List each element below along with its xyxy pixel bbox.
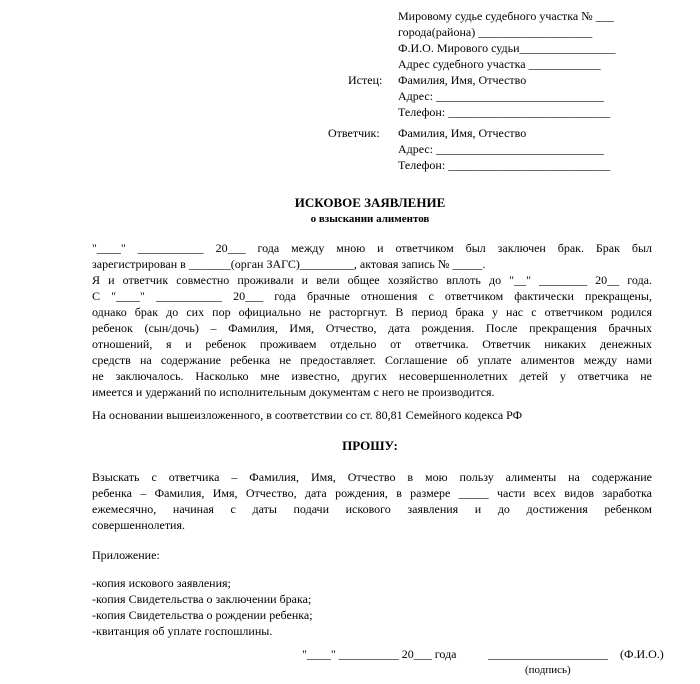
body-line: "____" ___________ 20___ года между мною и ответчиком был заключен брак. Брак был [92, 241, 652, 255]
body-line: ребенок (сын/дочь) – Фамилия, Имя, Отчество, дата рождения. После прекращения брачных [92, 321, 652, 335]
header-judge-line: Ф.И.О. Мирового судьи________________ [398, 41, 616, 55]
signature-caption: (подпись) [525, 664, 571, 676]
signature-line: ____________________ [488, 647, 608, 661]
body-line: С "____" ___________ 20___ года брачные отношения с ответчиком фактически прекращены, [92, 289, 652, 303]
request-line: совершеннолетия. [92, 518, 185, 532]
body-line: однако брак до сих пор официально не расторгнут. В период брака у нас с ответчиком родился [92, 305, 652, 319]
claim-body [92, 240, 652, 400]
attachment-item: -копия Свидетельства о рождении ребенка; [92, 608, 313, 622]
plaintiff-address: Адрес: ____________________________ [398, 89, 605, 103]
plaintiff-label: Истец: [348, 73, 383, 87]
attachments-title: Приложение: [92, 548, 160, 562]
document-subtitle: о взыскании алиментов [310, 213, 430, 225]
request-title: ПРОШУ: [342, 438, 398, 453]
signature-fio: (Ф.И.О.) [620, 647, 664, 661]
body-line: средств на содержание ребенка не предоставляет. Соглашение об уплате алиментов между нами [92, 353, 652, 367]
request-line: ежемесячно, начиная с даты подачи искового заявления и до достижения ребенком [92, 502, 652, 516]
request-body [92, 469, 652, 533]
header-court-address-line: Адрес судебного участка ____________ [398, 57, 601, 71]
body-line: не заключалось. Насколько мне известно, других несовершеннолетних детей у ответчика не [92, 369, 652, 383]
attachment-item: -копия искового заявления; [92, 576, 231, 590]
body-line: имеется и удержаний по исполнительным документам с него не производится. [92, 385, 495, 399]
body-line: зарегистрирован в _______(орган ЗАГС)_________, актовая запись № _____. [92, 257, 486, 271]
defendant-label: Ответчик: [328, 126, 380, 140]
plaintiff-name: Фамилия, Имя, Отчество [398, 73, 527, 87]
header-city-line: города(района) ___________________ [398, 25, 593, 39]
attachment-item: -копия Свидетельства о заключении брака; [92, 592, 312, 606]
header-court-line: Мировому судье судебного участка № ___ [398, 9, 614, 23]
request-line: ребенка – Фамилия, Имя, Отчество, дата рождения, в размере _____ части всех видов заработка [92, 486, 652, 500]
body-line: Я и ответчик совместно проживали и вели общее хозяйство вплоть до "__" ________ 20__ года. [92, 273, 652, 287]
attachment-item: -квитанция об уплате госпошлины. [92, 624, 273, 638]
legal-basis: На основании вышеизложенного, в соответствии со ст. 80,81 Семейного кодекса РФ [92, 408, 523, 422]
defendant-phone: Телефон: ___________________________ [398, 158, 611, 172]
document-title: ИСКОВОЕ ЗАЯВЛЕНИЕ [294, 195, 446, 210]
body-line: отношений, я и ребенок проживаем отдельно от ответчика. Ответчик никаких денежных [92, 337, 652, 351]
plaintiff-phone: Телефон: ___________________________ [398, 105, 611, 119]
defendant-address: Адрес: ____________________________ [398, 142, 605, 156]
request-line: Взыскать с ответчика – Фамилия, Имя, Отчество в мою пользу алименты на содержание [92, 470, 652, 484]
signature-date: "____" __________ 20___ года [302, 647, 457, 661]
defendant-name: Фамилия, Имя, Отчество [398, 126, 527, 140]
